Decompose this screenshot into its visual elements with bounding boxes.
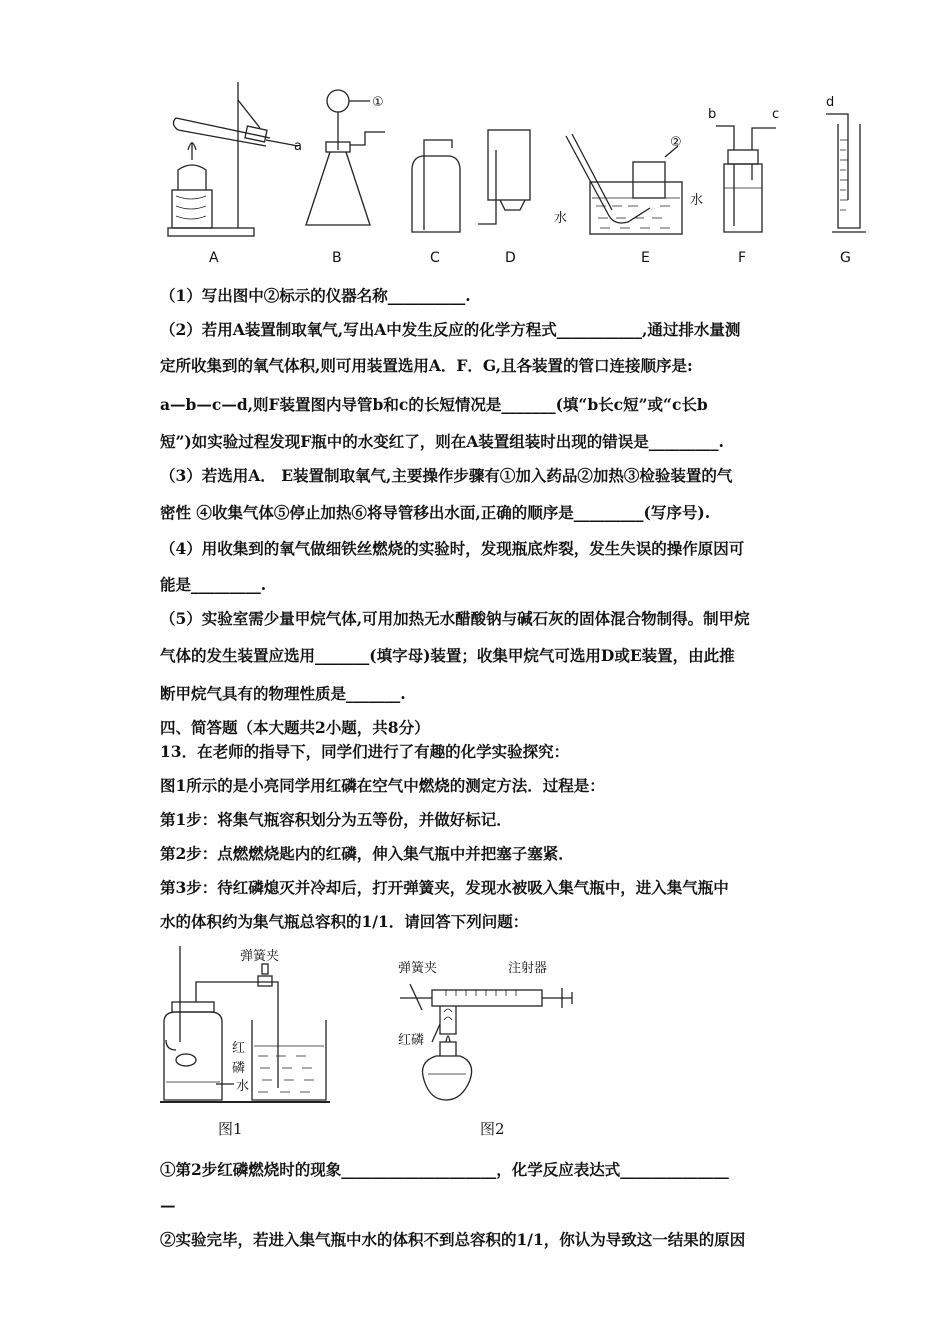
- answer-1: ①第2步红磷燃烧时的现象____________________，化学反应表达式______________: [160, 1160, 729, 1179]
- experiment-figures: [155, 940, 585, 1110]
- apparatus-figure: [160, 80, 880, 270]
- fig2-syringe-label: 注射器: [508, 961, 548, 976]
- q13-intro: 13．在老师的指导下，同学们进行了有趣的化学实验探究：: [160, 742, 570, 761]
- fig1-caption: 图1: [218, 1120, 243, 1138]
- q13-step3a: 第3步：待红磷熄灭并冷却后，打开弹簧夹，发现水被吸入集气瓶中，进入集气瓶中: [160, 878, 729, 897]
- q13-step2: 第2步：点燃燃烧匙内的红磷，伸入集气瓶中并把塞子塞紧．: [160, 844, 574, 863]
- q13-fig1-desc: 图1所示的是小亮同学用红磷在空气中燃烧的测定方法．过程是：: [160, 776, 605, 795]
- apparatus-c: [412, 140, 460, 232]
- marker-b: b: [708, 107, 717, 122]
- fig1-clip-label: 弹簧夹: [240, 949, 280, 964]
- marker-d: d: [826, 95, 835, 110]
- fig2-clip-label: 弹簧夹: [398, 961, 438, 976]
- apparatus-a: [168, 82, 298, 236]
- q12-part4a: （4）用收集到的氧气做细铁丝燃烧的实验时，发现瓶底炸裂，发生失误的操作原因可: [160, 539, 745, 558]
- q13-step3b: 水的体积约为集气瓶总容积的1/1．请回答下列问题：: [160, 912, 529, 931]
- section4-heading: 四、简答题（本大题共2小题，共8分）: [160, 718, 430, 737]
- q12-part3a: （3）若选用A． E装置制取氧气,主要操作步骤有①加入药品②加热③检验装置的气: [160, 466, 733, 485]
- q12-part4b: 能是_________.: [160, 575, 267, 594]
- label-g: G: [840, 250, 851, 266]
- apparatus-d: [478, 130, 530, 224]
- apparatus-f: [716, 126, 776, 232]
- q12-part1: （1）写出图中②标示的仪器名称__________.: [160, 286, 471, 305]
- q12-part2a: （2）若用A装置制取氧气,写出A中发生反应的化学方程式___________,通过排水量测: [160, 320, 741, 339]
- q12-part2b: 定所收集到的氧气体积,则可用装置选用A．F．G,且各装置的管口连接顺序是:: [160, 356, 693, 375]
- label-b: B: [332, 250, 342, 266]
- answer-2: ②实验完毕，若进入集气瓶中水的体积不到总容积的1/1，你认为导致这一结果的原因: [160, 1230, 746, 1249]
- marker-water-e: 水: [554, 211, 568, 226]
- marker-c2: ②: [670, 135, 682, 150]
- q12-part5b: 气体的发生装置应选用_______(填字母)装置；收集甲烷气可选用D或E装置，由此推: [160, 646, 735, 665]
- answer-1-cont: —: [160, 1196, 176, 1215]
- label-f: F: [738, 250, 747, 266]
- apparatus-e: [566, 134, 682, 234]
- fig2-caption: 图2: [480, 1120, 505, 1138]
- q12-part5c: 断甲烷气具有的物理性质是_______.: [160, 684, 406, 703]
- fig1-water-label: 水: [236, 1079, 250, 1094]
- marker-water-f: 水: [690, 193, 704, 208]
- label-e: E: [641, 250, 650, 266]
- apparatus-g: [826, 114, 866, 232]
- q12-part5a: （5）实验室需少量甲烷气体,可用加热无水醋酸钠与碱石灰的固体混合物制得。制甲烷: [160, 609, 750, 628]
- marker-c: c: [772, 107, 780, 122]
- marker-a: a: [294, 139, 302, 154]
- marker-c1: ①: [372, 95, 384, 110]
- label-c: C: [430, 250, 440, 266]
- q12-part2d: 短”)如实验过程发现F瓶中的水变红了，则在A装置组装时出现的错误是_________.: [160, 432, 724, 451]
- q12-part3b: 密性 ④收集气体⑤停止加热⑥将导管移出水面,正确的顺序是_________(写序号).: [160, 503, 711, 522]
- fig1-phosphorus-label-1: 红: [232, 1041, 246, 1056]
- label-d: D: [505, 250, 516, 266]
- fig1-phosphorus-label-2: 磷: [232, 1061, 246, 1076]
- fig2-phosphorus-label: 红磷: [398, 1033, 425, 1048]
- figure-2-diagram: [400, 984, 572, 1100]
- apparatus-b: [306, 90, 385, 225]
- q12-part2c: a—b—c—d,则F装置图内导管b和c的长短情况是_______(填“b长c短”或“c长b: [160, 395, 708, 414]
- label-a: A: [209, 250, 219, 266]
- q13-step1: 第1步：将集气瓶容积划分为五等份，并做好标记．: [160, 810, 512, 829]
